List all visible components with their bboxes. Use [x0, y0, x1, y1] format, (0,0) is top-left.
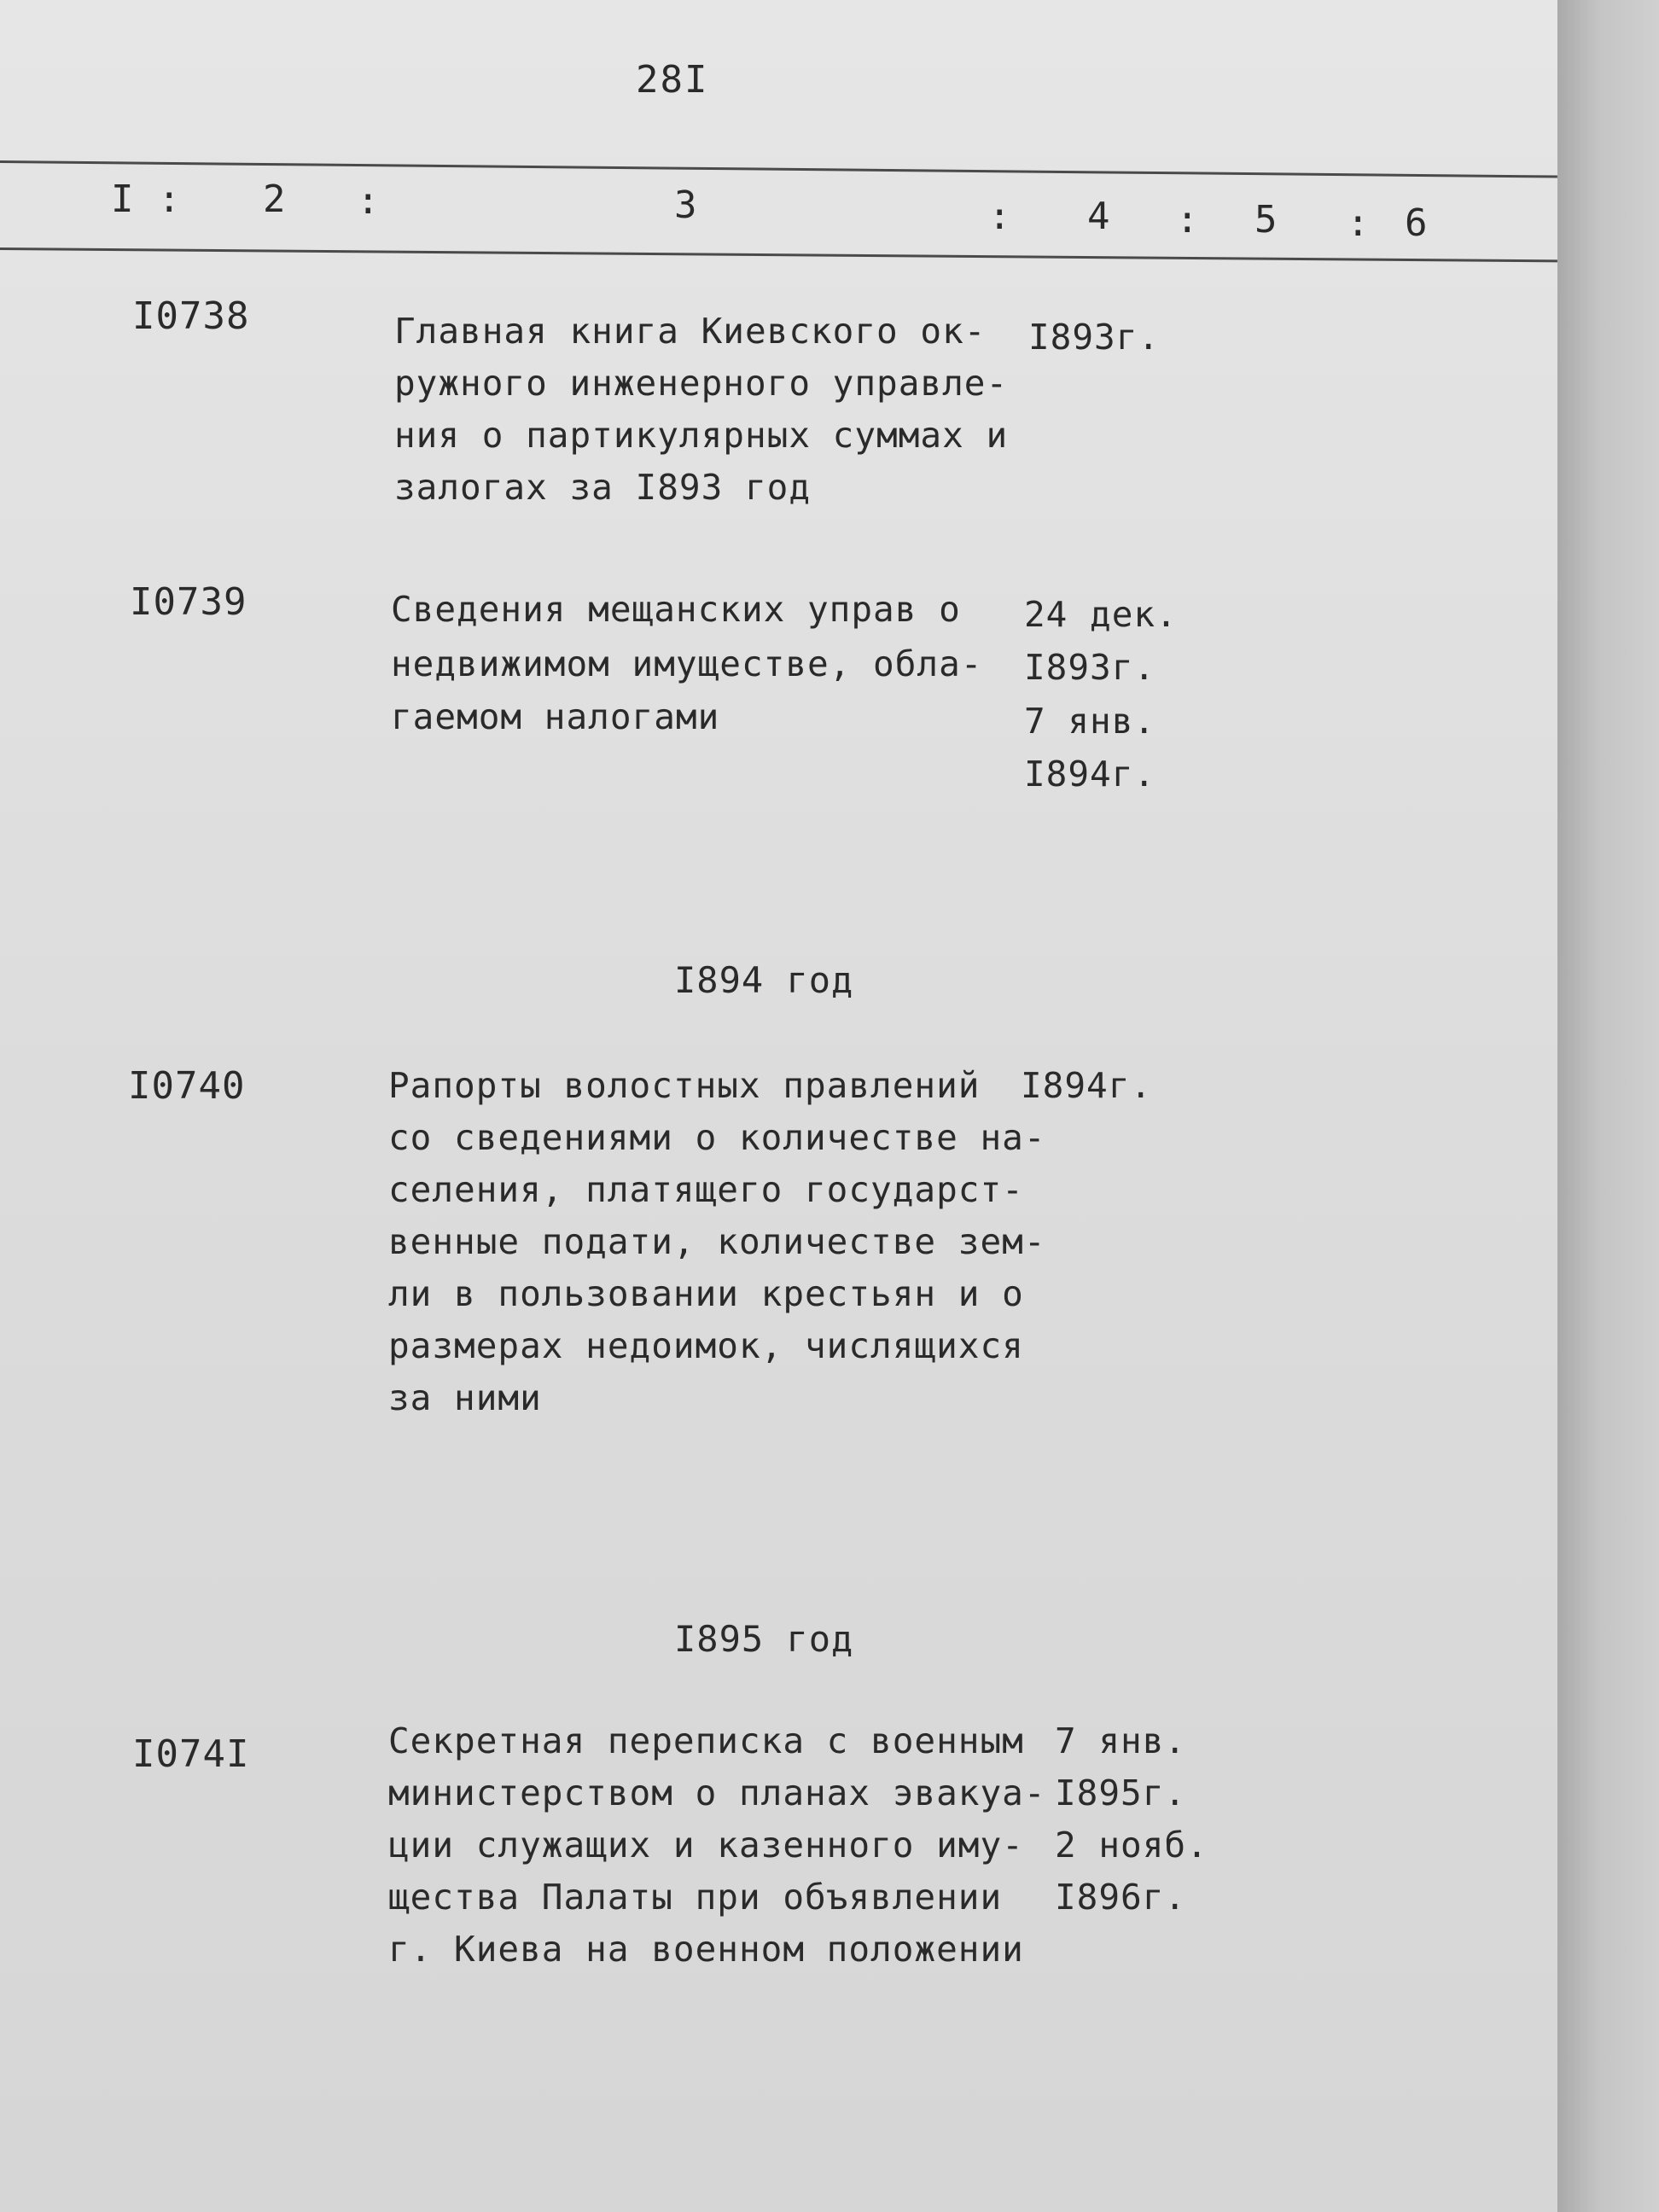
section-heading-1894: I894 год: [674, 959, 854, 1001]
entry-title-line: гаемом налогами: [391, 696, 720, 737]
column-header-5: 5: [1254, 198, 1278, 242]
column-header-6: 6: [1405, 201, 1428, 245]
entry-title-line: селения, платящего государст-: [388, 1169, 1024, 1210]
entry-title-line: Секретная переписка с военным: [388, 1720, 1024, 1761]
entry-date: I894г.: [1024, 754, 1156, 795]
page-edge-shadow: [1557, 0, 1659, 2212]
entry-number: I074I: [132, 1732, 250, 1776]
entry-title-line: Главная книга Киевского ок-: [394, 311, 987, 352]
section-heading-1895: I895 год: [674, 1618, 854, 1660]
column-separator: :: [158, 178, 181, 221]
entry-date: 7 янв.: [1024, 701, 1156, 742]
column-header-2: 2: [263, 178, 286, 221]
entry-title-line: ружного инженерного управле-: [394, 363, 1009, 404]
column-separator: :: [1347, 201, 1370, 245]
entry-title-line: г. Киева на военном положении: [388, 1929, 1024, 1970]
entry-title-line: ли в пользовании крестьян и о: [388, 1273, 1024, 1314]
entry-title-line: щества Палаты при объявлении: [388, 1877, 1003, 1918]
entry-date: I893г.: [1024, 647, 1156, 688]
entry-title-line: недвижимом имуществе, обла-: [391, 643, 983, 684]
entry-date: I896г.: [1055, 1877, 1187, 1918]
entry-title-line: ции служащих и казенного иму-: [388, 1825, 1024, 1866]
entry-title-line: венные подати, количестве зем-: [388, 1221, 1046, 1262]
entry-title-line: Рапорты волостных правлений: [388, 1065, 981, 1106]
entry-date: 2 нояб.: [1055, 1825, 1208, 1866]
entry-number: I0739: [130, 580, 247, 624]
entry-title-line: размерах недоимок, числящихся: [388, 1325, 1024, 1366]
column-separator: :: [357, 179, 380, 223]
entry-number: I0738: [132, 294, 250, 338]
column-header-3: 3: [674, 183, 697, 227]
column-separator: :: [988, 195, 1011, 238]
entry-title-line: за ними: [388, 1377, 542, 1418]
entry-title-line: министерством о планах эвакуа-: [388, 1773, 1046, 1813]
column-header-1: I: [111, 178, 134, 221]
entry-date: I894г.: [1021, 1065, 1153, 1106]
entry-title-line: со сведениями о количестве на-: [388, 1117, 1046, 1158]
entry-title-line: залогах за I893 год: [394, 467, 811, 508]
page-number: 28I: [636, 58, 709, 102]
column-header-4: 4: [1087, 195, 1110, 238]
entry-date: 7 янв.: [1055, 1720, 1187, 1761]
entry-title-line: ния о партикулярных суммах и: [394, 415, 1009, 456]
entry-title-line: Сведения мещанских управ о: [391, 589, 961, 630]
entry-date: I893г.: [1028, 317, 1161, 358]
entry-date: 24 дек.: [1024, 594, 1178, 635]
entry-date: I895г.: [1055, 1773, 1187, 1813]
entry-number: I0740: [128, 1064, 246, 1108]
column-separator: :: [1176, 198, 1199, 242]
